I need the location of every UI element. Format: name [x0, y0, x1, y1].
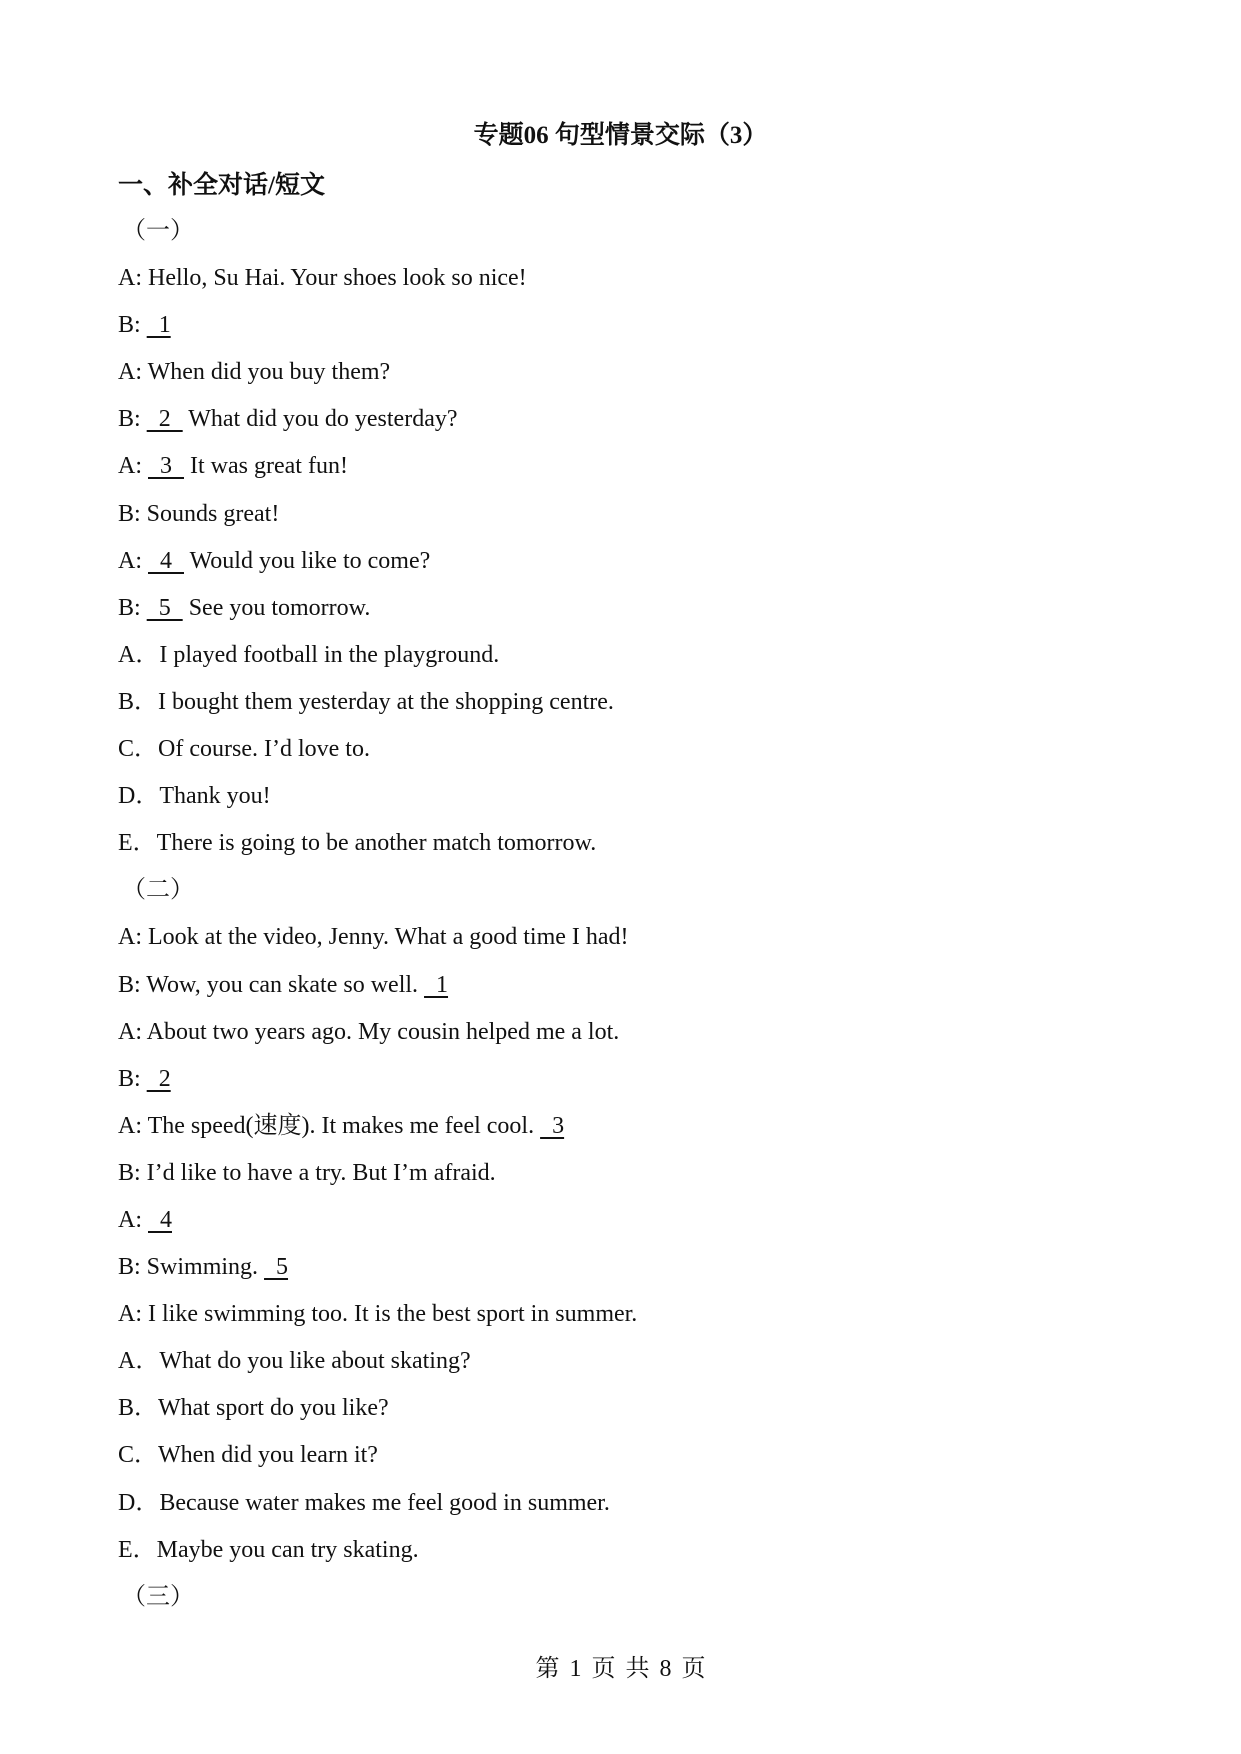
line-text: A:	[118, 547, 148, 574]
line-text: A:	[118, 453, 148, 480]
dialogue-line	[118, 310, 637, 357]
line-text: B: Wow, you can skate so well.	[118, 971, 425, 998]
dialogue-line	[118, 357, 637, 404]
answer-blank[interactable]: 3	[540, 1112, 565, 1139]
dialogue-line	[118, 1440, 637, 1487]
page-footer: 第 1 页 共 8 页	[535, 1656, 706, 1682]
line-text: A: Look at the video, Jenny. What a good time I had!	[118, 924, 629, 951]
dialogue-line	[118, 828, 637, 875]
part-label: （二）	[122, 877, 194, 904]
dialogue-line	[118, 687, 637, 734]
dialogue-line	[118, 1205, 637, 1252]
line-text: A: When did you buy them?	[118, 359, 391, 386]
dialogue-line	[118, 1111, 637, 1158]
line-text: It was great fun!	[184, 453, 348, 480]
dialogue-line	[118, 1393, 637, 1440]
part-label: （一）	[122, 218, 194, 244]
answer-blank[interactable]: 3	[148, 453, 184, 480]
line-text: A: I like swimming too. It is the best sport in summer.	[118, 1301, 638, 1328]
line-text: E．Maybe you can try skating.	[118, 1536, 419, 1563]
answer-blank[interactable]: 1	[146, 312, 171, 339]
dialogue-line	[118, 593, 637, 640]
line-text: D．Because water makes me feel good in summer.	[118, 1489, 610, 1516]
answer-blank[interactable]: 2	[146, 406, 183, 433]
line-text: What did you do yesterday?	[182, 406, 458, 433]
section-heading: 一、补全对话/短文	[118, 172, 325, 199]
answer-blank[interactable]: 5	[146, 594, 183, 621]
dialogue-line	[118, 451, 637, 498]
answer-blank[interactable]: 5	[264, 1254, 289, 1281]
dialogue-line	[118, 1017, 637, 1064]
line-text: A: Hello, Su Hai. Your shoes look so nice!	[118, 265, 527, 292]
line-text: Would you like to come?	[184, 547, 431, 574]
line-text: C．Of course. I’d love to.	[118, 736, 370, 763]
line-text: C．When did you learn it?	[118, 1442, 378, 1469]
dialogue-line	[118, 1488, 637, 1535]
line-text: A:	[118, 1206, 148, 1233]
dialogue-line	[118, 1535, 637, 1582]
line-text: A．I played football in the playground.	[118, 641, 500, 668]
part-label: （三）	[122, 1583, 194, 1610]
dialogue-line	[118, 1346, 637, 1393]
dialogue-line	[118, 734, 637, 781]
line-text: B．What sport do you like?	[118, 1395, 389, 1422]
line-text: B: Swimming.	[118, 1254, 265, 1281]
dialogue-line	[118, 263, 637, 310]
line-text: B: I’d like to have a try. But I’m afraid.	[118, 1159, 496, 1186]
dialogue-line	[118, 499, 637, 546]
line-text: D．Thank you!	[118, 783, 271, 810]
dialogue-line	[118, 546, 637, 593]
dialogue-line	[118, 1158, 637, 1205]
line-text: A: The speed(速度). It makes me feel cool.	[118, 1112, 541, 1139]
answer-blank[interactable]: 1	[424, 971, 449, 998]
dialogue-line	[118, 1252, 637, 1299]
line-text: A: About two years ago. My cousin helped me a lot.	[118, 1018, 620, 1045]
answer-blank[interactable]: 4	[148, 547, 184, 574]
line-text: B:	[118, 312, 147, 339]
line-text: E．There is going to be another match tomorrow.	[118, 830, 597, 857]
line-text: B:	[118, 1065, 147, 1092]
line-text: B．I bought them yesterday at the shopping centre.	[118, 688, 614, 715]
dialogue-line	[118, 1064, 637, 1111]
dialogue-line	[118, 970, 637, 1017]
dialogue-line	[118, 640, 637, 687]
dialogue-line	[118, 1299, 637, 1346]
exercise-body	[118, 216, 637, 1629]
answer-blank[interactable]: 4	[148, 1206, 172, 1233]
answer-blank[interactable]: 2	[146, 1065, 171, 1092]
line-text: A．What do you like about skating?	[118, 1348, 471, 1375]
line-text: See you tomorrow.	[182, 594, 371, 621]
line-text: B:	[118, 406, 147, 433]
dialogue-line	[118, 922, 637, 969]
dialogue-line	[118, 781, 637, 828]
line-text: B: Sounds great!	[118, 500, 280, 527]
dialogue-line	[118, 404, 637, 451]
line-text: B:	[118, 594, 147, 621]
document-title: 专题06 句型情景交际（3）	[473, 122, 768, 149]
